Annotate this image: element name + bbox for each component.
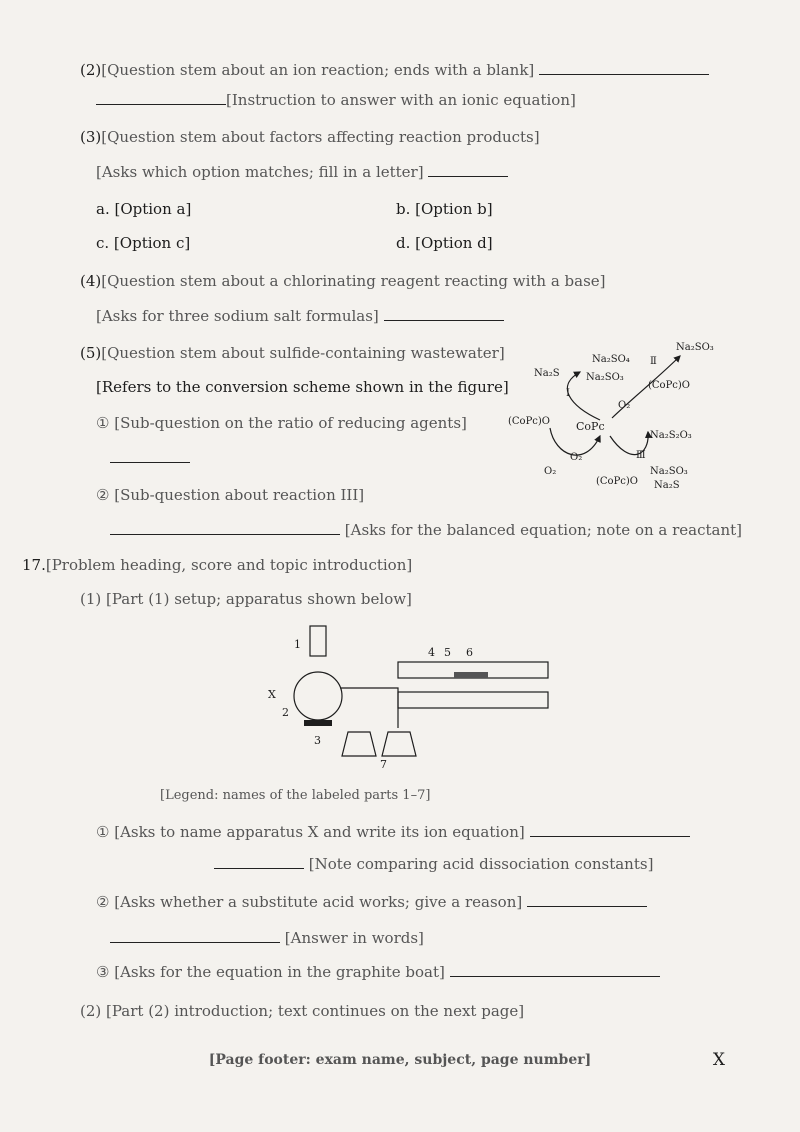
q17-s2-line [96, 890, 647, 913]
heating-furnace [398, 692, 548, 708]
wash-bottle-1 [342, 732, 376, 756]
roman-1-label: I [566, 388, 570, 399]
oxo-label-left: (CoPc)O [508, 416, 551, 427]
part-2-number: 2 [282, 706, 289, 719]
q3-stem2: [Asks which option matches; fill in a letter] [96, 163, 424, 181]
part-6-number: 6 [466, 646, 473, 659]
q17-s1: ① [Asks to name apparatus X and write its ion equation] [96, 823, 525, 841]
conversion-cycle-diagram [500, 336, 725, 496]
three-neck-flask [294, 672, 342, 720]
q2-answer-blank[interactable] [539, 58, 709, 75]
apparatus-diagram [258, 618, 558, 768]
q5-part1-blank[interactable] [110, 446, 190, 463]
q2-stem: [Question stem about an ion reaction; ends with a blank] [101, 61, 535, 79]
na2s2o3-label: Na₂S₂O₃ [650, 430, 692, 441]
part-5-number: 5 [444, 646, 451, 659]
q5-number: (5) [80, 344, 102, 362]
part-4-number: 4 [428, 646, 435, 659]
na2s-label-top: Na₂S [534, 368, 560, 379]
q5-line1 [80, 342, 505, 364]
q5-part2-line2 [110, 518, 742, 541]
o2-label-2: O₂ [570, 452, 583, 463]
q17-s3-line [96, 960, 660, 983]
q17-number: 17. [22, 556, 46, 574]
roman-2-label: Ⅱ [650, 356, 657, 367]
q17-s2b-line [110, 926, 424, 949]
q17-s2b: [Answer in words] [284, 929, 424, 947]
q17-s3-blank[interactable] [450, 960, 660, 977]
na2so3-label-top: Na₂SO₃ [586, 372, 624, 383]
q3-line1 [80, 126, 540, 148]
part-1-number: 1 [294, 638, 301, 651]
q5-part2-blank[interactable] [110, 518, 340, 535]
dropping-funnel [310, 626, 326, 656]
q3-line2 [96, 160, 508, 183]
o2-label-1: O₂ [618, 400, 631, 411]
stirrer [304, 720, 332, 726]
q3-option-a: a. [Option a] [96, 200, 192, 218]
q3-stem: [Question stem about factors affecting reaction products] [101, 128, 540, 146]
q17-s2-blank[interactable] [527, 890, 647, 907]
q17-head: [Problem heading, score and topic introduction] [45, 556, 413, 574]
oxo-label-right: (CoPc)O [648, 380, 691, 391]
part-7-number: 7 [380, 758, 387, 768]
page-corner-mark: X [712, 1050, 725, 1070]
graphite-boat [454, 672, 488, 678]
q4-line1 [80, 270, 606, 292]
q17-s2: ② [Asks whether a substitute acid works; give a reason] [96, 893, 523, 911]
q17-s1-blank[interactable] [530, 820, 690, 837]
q2-tail: [Instruction to answer with an ionic equation] [226, 91, 576, 109]
gas-tube [340, 688, 398, 728]
page-footer: [Page footer: exam name, subject, page number] [208, 1052, 592, 1068]
cycle-arrow-4 [610, 432, 648, 455]
q4-answer-blank[interactable] [384, 304, 504, 321]
q17-s1-blank-2[interactable] [214, 852, 304, 869]
oxo-label-bottom: (CoPc)O [596, 476, 639, 487]
wash-bottle-2 [382, 732, 416, 756]
na2so4-label: Na₂SO₄ [592, 354, 630, 365]
q4-line2 [96, 304, 504, 327]
q4-stem2: [Asks for three sodium salt formulas] [96, 307, 379, 325]
q3-answer-blank[interactable] [428, 160, 508, 177]
q3-option-b: b. [Option b] [396, 200, 493, 218]
q2-line1 [80, 58, 709, 81]
q2-number: (2) [80, 61, 102, 79]
q17-s1b-line [214, 852, 653, 875]
q3-number: (3) [80, 128, 102, 146]
q17-s1-line [96, 820, 690, 843]
apparatus-x-label: X [268, 688, 276, 701]
q2-answer-blank-2[interactable] [96, 88, 226, 105]
q5-part1-answer [110, 446, 190, 469]
o2-label-3: O₂ [544, 466, 557, 477]
q17-part2: (2) [Part (2) introduction; text continues on the next page] [80, 1002, 525, 1020]
q17-part1: (1) [Part (1) setup; apparatus shown below] [80, 590, 412, 608]
q5-part1: ① [Sub-question on the ratio of reducing agents] [96, 414, 467, 432]
part-3-number: 3 [314, 734, 321, 747]
q17-line1 [22, 554, 412, 576]
q17-s3: ③ [Asks for the equation in the graphite boat] [96, 963, 445, 981]
na2so3-label-corner: Na₂SO₃ [676, 342, 714, 353]
roman-3-label: Ⅲ [636, 450, 646, 461]
q3-option-d: d. [Option d] [396, 234, 493, 252]
na2s-label-bottom: Na₂S [654, 480, 680, 491]
q4-stem: [Question stem about a chlorinating reagent reacting with a base] [101, 272, 606, 290]
q17-s2-blank-2[interactable] [110, 926, 280, 943]
catalyst-label: CoPc [576, 420, 605, 433]
q2-line2 [96, 88, 576, 111]
q4-number: (4) [80, 272, 102, 290]
q5-part2-note: [Asks for the balanced equation; note on a reactant] [344, 521, 743, 539]
q5-stem2: [Refers to the conversion scheme shown in the figure] [96, 378, 509, 396]
apparatus-legend: [Legend: names of the labeled parts 1–7] [160, 788, 431, 803]
q3-option-c: c. [Option c] [96, 234, 191, 252]
q5-stem: [Question stem about sulfide-containing wastewater] [101, 344, 505, 362]
q17-s1b: [Note comparing acid dissociation constants] [308, 855, 654, 873]
q5-part2: ② [Sub-question about reaction III] [96, 486, 365, 504]
na2so3-label-bottom: Na₂SO₃ [650, 466, 688, 477]
